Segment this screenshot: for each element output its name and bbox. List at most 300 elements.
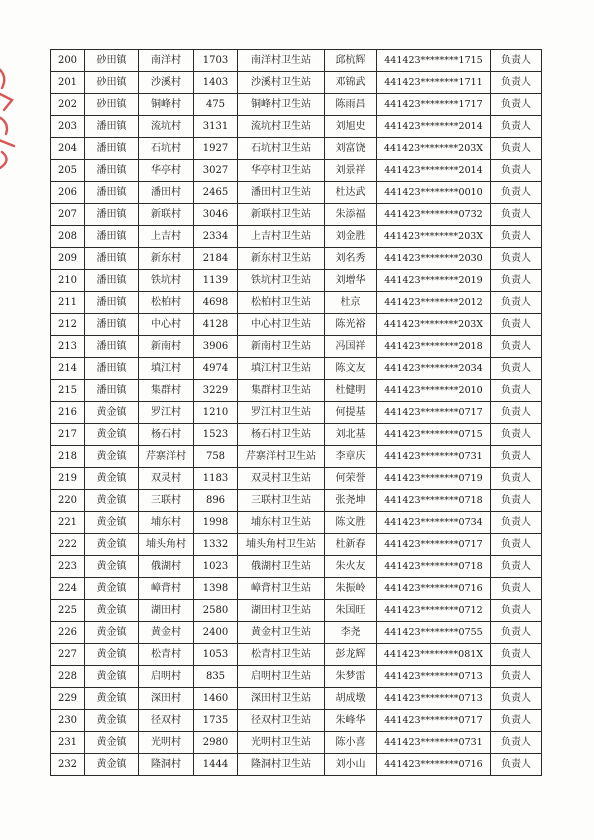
cell-seq: 231 [51,732,85,754]
cell-id: 441423********0718 [377,490,491,512]
table-row [51,622,542,644]
cell-role: 负责人 [491,380,542,402]
cell-population: 1927 [194,138,238,160]
cell-seq: 222 [51,534,85,556]
cell-clinic: 双灵村卫生站 [238,468,325,490]
cell-town: 黄金镇 [85,622,139,644]
table-row [51,358,542,380]
cell-village: 新东村 [139,248,194,270]
cell-village: 光明村 [139,732,194,754]
cell-name: 李章庆 [325,446,377,468]
cell-id: 441423********0732 [377,204,491,226]
cell-town: 黄金镇 [85,534,139,556]
cell-role: 负责人 [491,248,542,270]
cell-id: 441423********0717 [377,534,491,556]
table-row [51,116,542,138]
table-row [51,336,542,358]
cell-seq: 219 [51,468,85,490]
cell-town: 砂田镇 [85,94,139,116]
cell-id: 441423********2034 [377,358,491,380]
table-row [51,732,542,754]
cell-id: 441423********0734 [377,512,491,534]
cell-population: 1332 [194,534,238,556]
cell-population: 2580 [194,600,238,622]
cell-role: 负责人 [491,424,542,446]
cell-id: 441423********0731 [377,732,491,754]
cell-clinic: 新东村卫生站 [238,248,325,270]
cell-role: 负责人 [491,116,542,138]
table-row [51,666,542,688]
table-row [51,490,542,512]
cell-clinic: 俄湖村卫生站 [238,556,325,578]
cell-name: 朱峰华 [325,710,377,732]
cell-seq: 211 [51,292,85,314]
table-row [51,556,542,578]
cell-name: 陈文友 [325,358,377,380]
cell-village: 埔东村 [139,512,194,534]
cell-population: 2465 [194,182,238,204]
cell-clinic: 埔东村卫生站 [238,512,325,534]
table-row [51,402,542,424]
cell-role: 负责人 [491,314,542,336]
cell-seq: 200 [51,50,85,72]
table-row [51,204,542,226]
cell-village: 新联村 [139,204,194,226]
cell-seq: 225 [51,600,85,622]
cell-name: 胡成墩 [325,688,377,710]
cell-village: 杨石村 [139,424,194,446]
cell-clinic: 铜峰村卫生站 [238,94,325,116]
cell-id: 441423********0716 [377,578,491,600]
cell-id: 441423********203X [377,226,491,248]
cell-population: 4974 [194,358,238,380]
cell-seq: 205 [51,160,85,182]
cell-id: 441423********2010 [377,380,491,402]
cell-population: 2980 [194,732,238,754]
cell-clinic: 松青村卫生站 [238,644,325,666]
table-row [51,292,542,314]
cell-population: 2400 [194,622,238,644]
cell-name: 彭龙辉 [325,644,377,666]
cell-name: 朱振岭 [325,578,377,600]
cell-name: 刘北基 [325,424,377,446]
cell-village: 埔头角村 [139,534,194,556]
table-row [51,50,542,72]
cell-seq: 232 [51,754,85,776]
cell-town: 黄金镇 [85,600,139,622]
cell-role: 负责人 [491,600,542,622]
cell-village: 沙溪村 [139,72,194,94]
cell-id: 441423********0713 [377,688,491,710]
cell-population: 4698 [194,292,238,314]
cell-town: 潘田镇 [85,116,139,138]
cell-village: 填江村 [139,358,194,380]
cell-name: 陈光裕 [325,314,377,336]
cell-population: 1998 [194,512,238,534]
cell-seq: 213 [51,336,85,358]
cell-village: 俄湖村 [139,556,194,578]
cell-role: 负责人 [491,226,542,248]
cell-seq: 204 [51,138,85,160]
cell-clinic: 罗江村卫生站 [238,402,325,424]
cell-seq: 216 [51,402,85,424]
cell-id: 441423********2012 [377,292,491,314]
cell-population: 3046 [194,204,238,226]
red-seal-stamp [0,58,20,178]
cell-village: 罗江村 [139,402,194,424]
cell-id: 441423********0731 [377,446,491,468]
cell-population: 1183 [194,468,238,490]
cell-seq: 230 [51,710,85,732]
cell-town: 黄金镇 [85,666,139,688]
cell-name: 邓锦武 [325,72,377,94]
cell-name: 何提基 [325,402,377,424]
cell-role: 负责人 [491,644,542,666]
cell-clinic: 填江村卫生站 [238,358,325,380]
cell-population: 896 [194,490,238,512]
cell-village: 铁坑村 [139,270,194,292]
cell-clinic: 径双村卫生站 [238,710,325,732]
cell-role: 负责人 [491,94,542,116]
cell-role: 负责人 [491,292,542,314]
table-row [51,182,542,204]
cell-role: 负责人 [491,402,542,424]
cell-name: 杜健明 [325,380,377,402]
cell-town: 黄金镇 [85,490,139,512]
cell-clinic: 隆洞村卫生站 [238,754,325,776]
cell-seq: 207 [51,204,85,226]
cell-seq: 215 [51,380,85,402]
cell-clinic: 新联村卫生站 [238,204,325,226]
cell-name: 张尧坤 [325,490,377,512]
cell-role: 负责人 [491,72,542,94]
cell-village: 三联村 [139,490,194,512]
cell-town: 黄金镇 [85,556,139,578]
cell-population: 1403 [194,72,238,94]
cell-population: 1398 [194,578,238,600]
cell-seq: 220 [51,490,85,512]
cell-seq: 224 [51,578,85,600]
cell-role: 负责人 [491,50,542,72]
cell-town: 黄金镇 [85,644,139,666]
cell-town: 潘田镇 [85,270,139,292]
table-row [51,644,542,666]
table-row [51,710,542,732]
cell-village: 南洋村 [139,50,194,72]
cell-village: 双灵村 [139,468,194,490]
cell-population: 1444 [194,754,238,776]
cell-id: 441423********0717 [377,710,491,732]
cell-clinic: 埔头角村卫生站 [238,534,325,556]
table-row [51,424,542,446]
cell-clinic: 湖田村卫生站 [238,600,325,622]
cell-seq: 206 [51,182,85,204]
cell-role: 负责人 [491,534,542,556]
cell-village: 深田村 [139,688,194,710]
table-row [51,314,542,336]
cell-town: 潘田镇 [85,226,139,248]
cell-clinic: 黄金村卫生站 [238,622,325,644]
cell-role: 负责人 [491,160,542,182]
cell-role: 负责人 [491,446,542,468]
cell-population: 1460 [194,688,238,710]
table-row [51,534,542,556]
cell-id: 441423********0712 [377,600,491,622]
cell-name: 陈文胜 [325,512,377,534]
cell-village: 中心村 [139,314,194,336]
cell-role: 负责人 [491,732,542,754]
cell-village: 铜峰村 [139,94,194,116]
cell-clinic: 松柏村卫生站 [238,292,325,314]
cell-town: 潘田镇 [85,358,139,380]
cell-village: 径双村 [139,710,194,732]
cell-role: 负责人 [491,578,542,600]
cell-id: 441423********0713 [377,666,491,688]
cell-clinic: 芹寨洋村卫生站 [238,446,325,468]
cell-name: 刘名秀 [325,248,377,270]
cell-town: 黄金镇 [85,754,139,776]
cell-name: 李尧 [325,622,377,644]
cell-role: 负责人 [491,468,542,490]
cell-name: 刘景祥 [325,160,377,182]
cell-id: 441423********0717 [377,402,491,424]
cell-seq: 221 [51,512,85,534]
cell-population: 3229 [194,380,238,402]
cell-clinic: 新南村卫生站 [238,336,325,358]
cell-seq: 227 [51,644,85,666]
cell-id: 441423********2014 [377,160,491,182]
cell-village: 松青村 [139,644,194,666]
table-row [51,160,542,182]
cell-clinic: 上吉村卫生站 [238,226,325,248]
table-row [51,94,542,116]
cell-role: 负责人 [491,754,542,776]
cell-clinic: 集群村卫生站 [238,380,325,402]
cell-town: 潘田镇 [85,160,139,182]
cell-id: 441423********0718 [377,556,491,578]
cell-seq: 208 [51,226,85,248]
cell-village: 石坑村 [139,138,194,160]
cell-seq: 201 [51,72,85,94]
cell-population: 1023 [194,556,238,578]
cell-village: 新南村 [139,336,194,358]
cell-town: 黄金镇 [85,468,139,490]
clinic-staff-table [50,49,542,776]
cell-population: 1210 [194,402,238,424]
cell-population: 4128 [194,314,238,336]
cell-village: 上吉村 [139,226,194,248]
cell-seq: 228 [51,666,85,688]
cell-id: 441423********1715 [377,50,491,72]
cell-clinic: 中心村卫生站 [238,314,325,336]
cell-name: 刘增华 [325,270,377,292]
cell-village: 隆洞村 [139,754,194,776]
cell-seq: 212 [51,314,85,336]
cell-name: 邱杭辉 [325,50,377,72]
cell-role: 负责人 [491,666,542,688]
cell-name: 朱梦雷 [325,666,377,688]
table-row [51,578,542,600]
cell-population: 2334 [194,226,238,248]
cell-name: 刘金胜 [325,226,377,248]
table-row [51,138,542,160]
cell-village: 嶂背村 [139,578,194,600]
cell-clinic: 潘田村卫生站 [238,182,325,204]
table-row [51,270,542,292]
cell-seq: 203 [51,116,85,138]
cell-village: 流坑村 [139,116,194,138]
table-row [51,688,542,710]
cell-role: 负责人 [491,490,542,512]
cell-clinic: 启明村卫生站 [238,666,325,688]
cell-clinic: 铁坑村卫生站 [238,270,325,292]
cell-seq: 217 [51,424,85,446]
cell-seq: 218 [51,446,85,468]
cell-town: 潘田镇 [85,138,139,160]
table-row [51,248,542,270]
cell-population: 1735 [194,710,238,732]
cell-clinic: 光明村卫生站 [238,732,325,754]
cell-village: 芹寨洋村 [139,446,194,468]
cell-role: 负责人 [491,622,542,644]
cell-town: 潘田镇 [85,336,139,358]
cell-population: 3027 [194,160,238,182]
cell-role: 负责人 [491,556,542,578]
cell-name: 朱国旺 [325,600,377,622]
table-row [51,512,542,534]
cell-seq: 202 [51,94,85,116]
cell-clinic: 三联村卫生站 [238,490,325,512]
table-row [51,226,542,248]
cell-population: 1053 [194,644,238,666]
table-body [51,50,542,776]
cell-village: 潘田村 [139,182,194,204]
cell-role: 负责人 [491,204,542,226]
cell-town: 潘田镇 [85,204,139,226]
cell-name: 陈雨昌 [325,94,377,116]
cell-village: 黄金村 [139,622,194,644]
cell-name: 杜达武 [325,182,377,204]
cell-seq: 223 [51,556,85,578]
cell-town: 黄金镇 [85,512,139,534]
cell-name: 何荣誉 [325,468,377,490]
cell-id: 441423********203X [377,138,491,160]
cell-population: 475 [194,94,238,116]
cell-id: 441423********081X [377,644,491,666]
cell-town: 砂田镇 [85,72,139,94]
cell-village: 松柏村 [139,292,194,314]
cell-id: 441423********2018 [377,336,491,358]
cell-name: 杜新春 [325,534,377,556]
cell-id: 441423********0755 [377,622,491,644]
cell-id: 441423********0715 [377,424,491,446]
cell-seq: 226 [51,622,85,644]
cell-town: 黄金镇 [85,710,139,732]
cell-role: 负责人 [491,182,542,204]
cell-town: 潘田镇 [85,248,139,270]
cell-town: 黄金镇 [85,424,139,446]
cell-name: 朱添福 [325,204,377,226]
cell-population: 1523 [194,424,238,446]
cell-population: 2184 [194,248,238,270]
cell-clinic: 沙溪村卫生站 [238,72,325,94]
cell-town: 潘田镇 [85,292,139,314]
table-row [51,72,542,94]
cell-town: 黄金镇 [85,688,139,710]
cell-village: 华亭村 [139,160,194,182]
cell-role: 负责人 [491,138,542,160]
cell-id: 441423********0010 [377,182,491,204]
cell-town: 潘田镇 [85,314,139,336]
cell-role: 负责人 [491,512,542,534]
cell-name: 朱火友 [325,556,377,578]
cell-town: 黄金镇 [85,732,139,754]
cell-name: 刘旭史 [325,116,377,138]
cell-role: 负责人 [491,358,542,380]
cell-town: 黄金镇 [85,446,139,468]
cell-town: 黄金镇 [85,578,139,600]
cell-population: 3906 [194,336,238,358]
table-row [51,600,542,622]
cell-village: 启明村 [139,666,194,688]
cell-town: 黄金镇 [85,402,139,424]
cell-town: 潘田镇 [85,182,139,204]
table-row [51,468,542,490]
cell-town: 潘田镇 [85,380,139,402]
cell-name: 刘小山 [325,754,377,776]
cell-id: 441423********203X [377,314,491,336]
table-row [51,446,542,468]
cell-seq: 210 [51,270,85,292]
cell-name: 冯国祥 [325,336,377,358]
cell-population: 758 [194,446,238,468]
cell-name: 杜京 [325,292,377,314]
cell-seq: 214 [51,358,85,380]
cell-id: 441423********0719 [377,468,491,490]
cell-population: 3131 [194,116,238,138]
cell-clinic: 深田村卫生站 [238,688,325,710]
cell-clinic: 石坑村卫生站 [238,138,325,160]
cell-clinic: 杨石村卫生站 [238,424,325,446]
cell-id: 441423********2014 [377,116,491,138]
cell-name: 陈小喜 [325,732,377,754]
cell-role: 负责人 [491,336,542,358]
cell-role: 负责人 [491,270,542,292]
cell-id: 441423********1717 [377,94,491,116]
cell-id: 441423********1711 [377,72,491,94]
cell-id: 441423********2030 [377,248,491,270]
cell-clinic: 流坑村卫生站 [238,116,325,138]
cell-clinic: 嶂背村卫生站 [238,578,325,600]
table-row [51,380,542,402]
cell-role: 负责人 [491,710,542,732]
cell-population: 1139 [194,270,238,292]
cell-clinic: 南洋村卫生站 [238,50,325,72]
cell-id: 441423********0716 [377,754,491,776]
cell-id: 441423********2019 [377,270,491,292]
cell-village: 集群村 [139,380,194,402]
table-row [51,754,542,776]
cell-seq: 229 [51,688,85,710]
cell-population: 1703 [194,50,238,72]
cell-role: 负责人 [491,688,542,710]
cell-population: 835 [194,666,238,688]
cell-seq: 209 [51,248,85,270]
cell-town: 砂田镇 [85,50,139,72]
cell-clinic: 华亭村卫生站 [238,160,325,182]
cell-name: 刘富饶 [325,138,377,160]
cell-village: 湖田村 [139,600,194,622]
